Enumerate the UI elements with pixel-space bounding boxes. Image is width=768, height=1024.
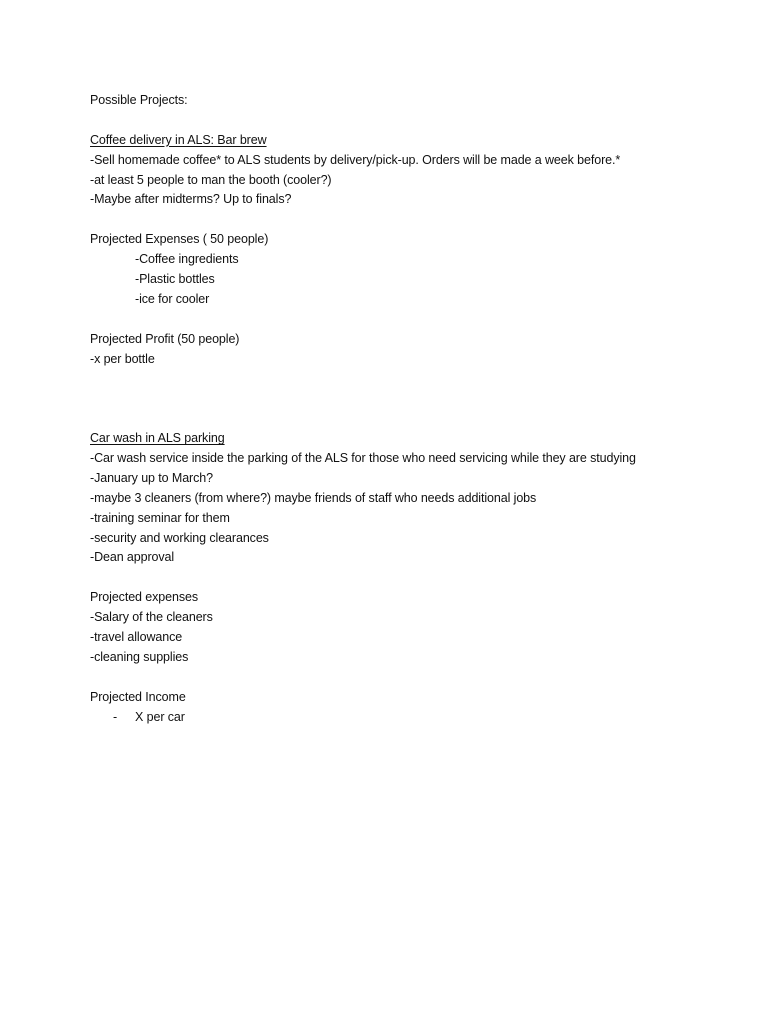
income-item-text: X per car — [135, 709, 185, 724]
list-item: -at least 5 people to man the booth (cooler?) — [90, 172, 332, 187]
profit-item: -x per bottle — [90, 351, 155, 366]
income-item — [90, 708, 730, 728]
dash-bullet: - — [113, 709, 118, 724]
spacer — [90, 568, 730, 588]
expense-item: -cleaning supplies — [90, 649, 189, 664]
expense-item: -Salary of the cleaners — [90, 610, 213, 625]
list-item: -January up to March? — [90, 470, 213, 485]
expense-item: -travel allowance — [90, 630, 183, 645]
section-heading-car-wash: Car wash in ALS parking — [90, 431, 225, 446]
income-label: Projected Income — [90, 689, 186, 704]
spacer — [90, 668, 730, 688]
spacer — [90, 409, 730, 429]
spacer — [90, 310, 730, 330]
expense-item: -Coffee ingredients — [135, 252, 239, 267]
profit-label: Projected Profit (50 people) — [90, 331, 240, 346]
list-item: -Dean approval — [90, 550, 175, 565]
document-body — [90, 91, 730, 728]
section-heading-coffee: Coffee delivery in ALS: Bar brew — [90, 132, 267, 147]
list-item: -Sell homemade coffee* to ALS students by delivery/pick-up. Orders will be made a week before.* — [90, 152, 621, 167]
expenses-label: Projected expenses — [90, 590, 198, 605]
expense-item: -Plastic bottles — [135, 272, 215, 287]
list-item: -Car wash service inside the parking of the ALS for those who need servicing while they are studying — [90, 451, 636, 466]
expenses-label: Projected Expenses ( 50 people) — [90, 232, 269, 247]
spacer — [90, 369, 730, 389]
list-item: -security and working clearances — [90, 530, 269, 545]
spacer — [90, 111, 730, 131]
list-item: -maybe 3 cleaners (from where?) maybe friends of staff who needs additional jobs — [90, 490, 537, 505]
document-title: Possible Projects: — [90, 93, 188, 107]
list-item: -Maybe after midterms? Up to finals? — [90, 192, 292, 207]
expense-item: -ice for cooler — [135, 291, 210, 306]
spacer — [90, 389, 730, 409]
spacer — [90, 210, 730, 230]
list-item: -training seminar for them — [90, 510, 230, 525]
